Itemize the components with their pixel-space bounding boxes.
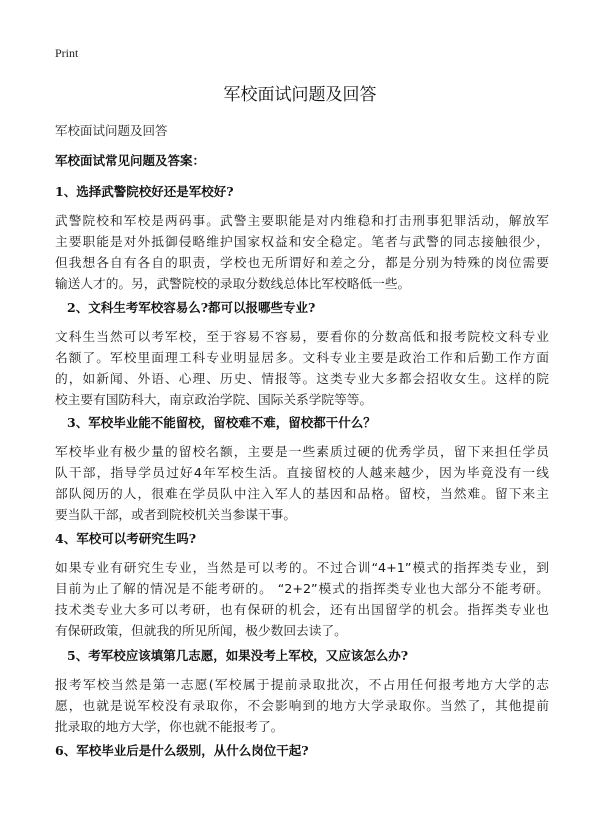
paragraph-line: 主要职能是对外抵御侵略维护国家权益和安全稳定。笔者与武警的同志接触很少，: [55, 234, 549, 249]
paragraph-line: 目前为止了解的情况是不能考研的。 “2+2”模式的指挥类专业也大部分不能考研。: [55, 581, 549, 596]
paragraph-line: 但我想各自有各自的职责，学校也无所谓好和差之分，都是分别为特殊的岗位需要: [55, 255, 549, 270]
document-subtitle: 军校面试问题及回答: [55, 123, 168, 138]
section-paragraph-2: [55, 326, 549, 410]
paragraph-line: 愿，也就是说军校没有录取你，不会影响到的地方大学录取你。当然了，其他提前: [55, 698, 549, 713]
paragraph-line: 军校毕业有极少量的留校名额，主要是一些素质过硬的优秀学员，留下来担任学员: [55, 444, 549, 459]
section-heading-1: 1、选择武警院校好还是军校好?: [55, 184, 234, 199]
section-paragraph-3: [55, 441, 549, 525]
section-heading-4: 4、军校可以考研究生吗?: [55, 531, 197, 546]
paragraph-line: 队干部，指导学员过好4年军校生活。直接留校的人越来越少，因为毕竟没有一线: [55, 465, 549, 480]
paragraph-line: 要当队干部，或者到院校机关当参谋干事。: [55, 507, 297, 522]
paragraph-line: 报考军校当然是第一志愿(军校属于提前录取批次，不占用任何报考地方大学的志: [55, 677, 549, 692]
paragraph-line: 批录取的地方大学，你也就不能报考了。: [55, 719, 284, 734]
paragraph-line: 技术类专业大多可以考研，也有保研的机会，还有出国留学的机会。指挥类专业也: [55, 602, 549, 617]
print-label[interactable]: Print: [55, 46, 79, 60]
paragraph-line: 有保研政策，但就我的所见所闻，极少数回去读了。: [55, 623, 347, 638]
section-heading-3: 3、军校毕业能不能留校，留校难不难，留校都干什么？: [67, 415, 376, 430]
paragraph-line: 武警院校和军校是两码事。武警主要职能是对内维稳和打击刑事犯罪活动，解放军: [55, 213, 549, 228]
section-heading-2: 2、文科生考军校容易么?都可以报哪些专业?: [67, 300, 316, 315]
section-paragraph-5: [55, 674, 549, 737]
document-title: 军校面试问题及回答: [223, 85, 377, 105]
paragraph-line: 名额了。军校里面理工科专业明显居多。文科专业主要是政治工作和后勤工作方面: [55, 350, 549, 365]
paragraph-line: 部队阅历的人，很难在学员队中注入军人的基因和品格。留校，当然难。留下来主: [55, 486, 549, 501]
paragraph-line: 文科生当然可以考军校，至于容易不容易，要看你的分数高低和报考院校文科专业: [55, 329, 549, 344]
section-paragraph-4: [55, 557, 549, 641]
paragraph-line: 的，如新闻、外语、心理、历史、情报等。这类专业大多都会招收女生。这样的院: [55, 371, 549, 386]
section-heading-6: 6、军校毕业后是什么级别，从什么岗位干起?: [55, 743, 309, 758]
paragraph-line: 如果专业有研究生专业，当然是可以考的。不过合训“4+1”模式的指挥类专业，到: [55, 560, 549, 575]
paragraph-line: 校主要有国防科大，南京政治学院、国际关系学院等等。: [55, 392, 373, 407]
section-paragraph-1: [55, 210, 549, 294]
paragraph-line: 输送人才的。另，武警院校的录取分数线总体比军校略低一些。: [55, 276, 411, 291]
section-heading-5: 5、考军校应该填第几志愿，如果没考上军校，又应该怎么办?: [67, 648, 409, 663]
intro-heading: 军校面试常见问题及答案：: [55, 153, 206, 168]
